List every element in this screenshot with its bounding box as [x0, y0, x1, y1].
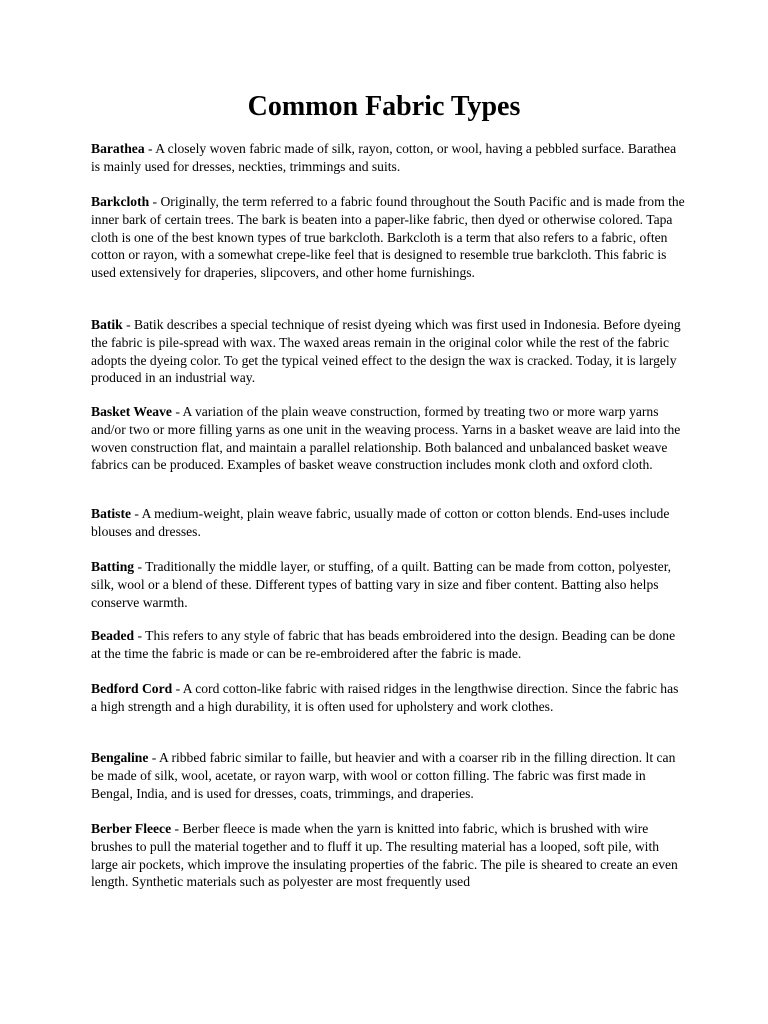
fabric-entry-batik — [91, 316, 687, 387]
fabric-entry-barathea — [91, 140, 687, 176]
entry-term: Barathea — [91, 141, 145, 156]
fabric-entry-berber-fleece — [91, 820, 687, 891]
entry-definition: - Originally, the term referred to a fabric found throughout the South Pacific and is made from the inner bark of certain trees. The bark is beaten into a paper-like fabric, then dyed or otherwise colored. Tapa cloth is one of the best known types of true barkcloth. Barkcloth is a term that also refers to a fabric, often cotton or rayon, with a somewhat crepe-like feel that is designed to resemble true barkcloth. This fabric is used extensively for draperies, slipcovers, and other home furnishings. — [91, 194, 685, 281]
entry-term: Batiste — [91, 506, 132, 521]
entry-term: Beaded — [91, 628, 135, 643]
entry-definition: - This refers to any style of fabric that has beads embroidered into the design. Beading can be done at the time the fabric is made or can be re-embroidered after the fabric is made. — [91, 628, 676, 661]
entry-definition: - Batik describes a special technique of resist dyeing which was first used in Indonesia. Before dyeing the fabric is pile-spread with wax. The waxed areas remain in the original color while the rest of the fabric adopts the dyeing color. To get the typical veined effect to the design the wax is cracked. Today, it is largely produced in an industrial way. — [91, 317, 681, 386]
fabric-entry-bengaline — [91, 749, 687, 802]
entry-term: Basket Weave — [91, 404, 172, 419]
fabric-entry-basket-weave — [91, 403, 687, 474]
entry-definition: - A medium-weight, plain weave fabric, usually made of cotton or cotton blends. End-uses include blouses and dresses. — [91, 506, 670, 539]
fabric-entry-batiste — [91, 505, 687, 541]
fabric-entry-barkcloth — [91, 193, 687, 282]
entry-term: Batik — [91, 317, 123, 332]
entry-term: Bedford Cord — [91, 681, 173, 696]
fabric-entry-bedford-cord — [91, 680, 687, 716]
entry-term: Barkcloth — [91, 194, 150, 209]
page-title: Common Fabric Types — [247, 91, 521, 122]
entry-definition: - A ribbed fabric similar to faille, but heavier and with a coarser rib in the filling direction. lt can be made of silk, wool, acetate, or rayon warp, with wool or cotton filling. The fabric was first made in Bengal, India, and is used for dresses, coats, trimmings, and draperies. — [91, 750, 676, 801]
entry-term: Berber Fleece — [91, 821, 172, 836]
entry-term: Batting — [91, 559, 135, 574]
entry-definition: - A closely woven fabric made of silk, rayon, cotton, or wool, having a pebbled surface. Barathea is mainly used for dresses, neckties, trimmings and suits. — [91, 141, 677, 174]
fabric-entry-batting — [91, 558, 687, 611]
entry-definition: - A variation of the plain weave construction, formed by treating two or more warp yarns and/or two or more filling yarns as one unit in the weaving process. Yarns in a basket weave are laid into the woven construction flat, and maintain a parallel relationship. Both balanced and unbalanced basket weave fabrics can be produced. Examples of basket weave construction includes monk cloth and oxford cloth. — [91, 404, 681, 473]
entry-definition: - Berber fleece is made when the yarn is knitted into fabric, which is brushed with wire brushes to pull the material together and to fluff it up. The resulting material has a looped, soft pile, with large air pockets, which improve the insulating properties of the fabric. The pile is sheared to create an even length. Synthetic materials such as polyester are most frequently used — [91, 821, 678, 890]
entry-term: Bengaline — [91, 750, 149, 765]
fabric-entry-beaded — [91, 627, 687, 663]
entry-definition: - Traditionally the middle layer, or stuffing, of a quilt. Batting can be made from cotton, polyester, silk, wool or a blend of these. Different types of batting vary in size and fiber content. Batting also helps conserve warmth. — [91, 559, 672, 610]
entry-definition: - A cord cotton-like fabric with raised ridges in the lengthwise direction. Since the fabric has a high strength and a high durability, it is often used for upholstery and work clothes. — [91, 681, 679, 714]
